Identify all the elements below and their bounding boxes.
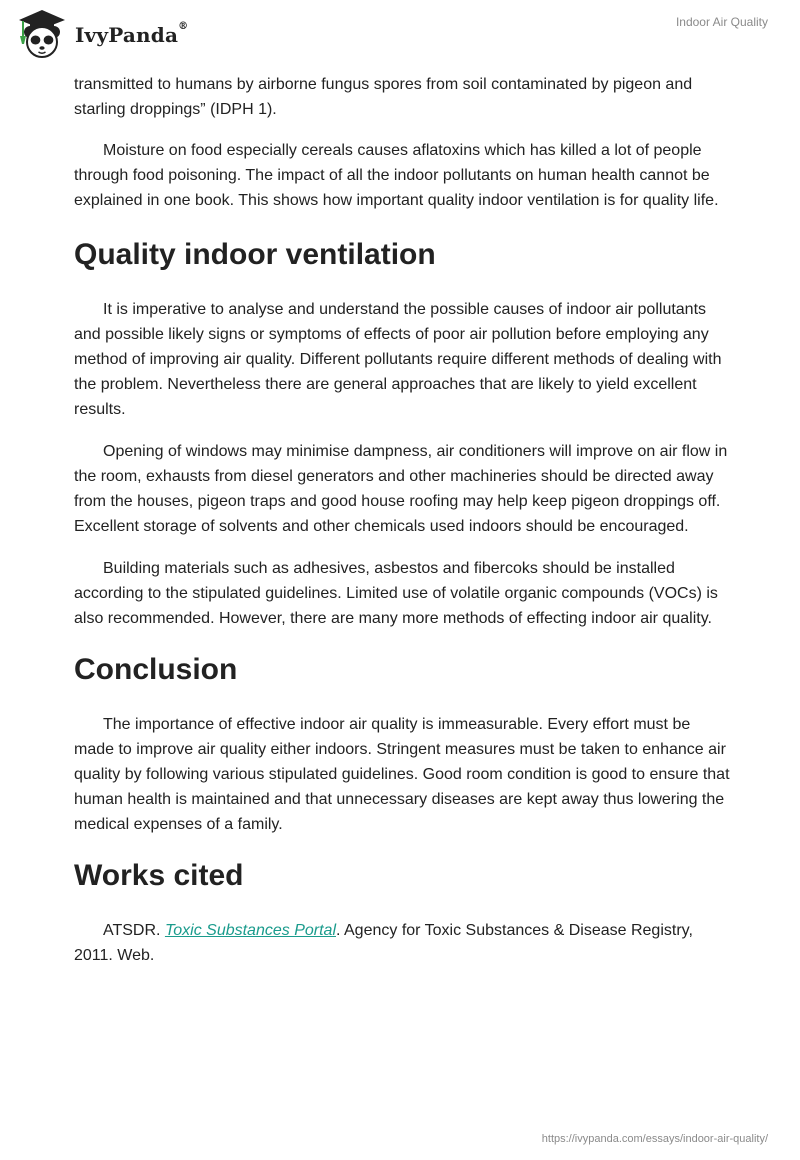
footer-url[interactable]: https://ivypanda.com/essays/indoor-air-quality/	[541, 1133, 768, 1145]
logo-wordmark	[75, 23, 188, 47]
running-title: Indoor Air Quality	[675, 15, 768, 29]
ivypanda-logo[interactable]	[15, 8, 188, 60]
paragraph-continuation: transmitted to humans by airborne fungus spores from soil contaminated by pigeon and starling droppings” (IDPH 1).	[74, 76, 693, 118]
page-header	[0, 0, 800, 70]
section-heading-conclusion: Conclusion	[74, 653, 238, 686]
citation-link[interactable]: Toxic Substances Portal	[164, 922, 336, 939]
paragraph: Moisture on food especially cereals causes aflatoxins which has killed a lot of people through food poisoning. The impact of all the indoor pollutants on human health cannot be explained in one book. This shows how important quality indoor ventilation is for quality life.	[74, 142, 719, 209]
citation-details: . Agency for Toxic Substances & Disease Registry, 2011. Web.	[74, 922, 693, 964]
panda-graduate-icon	[15, 8, 69, 60]
paragraph: Building materials such as adhesives, asbestos and fibercoks should be installed according to the stipulated guidelines. Limited use of volatile organic compounds (VOCs) is also recommended. However, there are many more methods of effecting indoor air quality.	[74, 560, 718, 627]
citation-entry	[74, 918, 734, 968]
section-heading-works-cited: Works cited	[74, 859, 244, 892]
paragraph: Opening of windows may minimise dampness, air conditioners will improve on air flow in the room, exhausts from diesel generators and other machineries should be directed away from the houses, pigeon traps and good house roofing may help keep pigeon droppings off. Excellent storage of solvents and other chemicals used indoors should be encouraged.	[74, 443, 728, 535]
logo-text: IvyPanda	[75, 23, 179, 47]
paragraph: It is imperative to analyse and understand the possible causes of indoor air pollutants and possible likely signs or symptoms of effects of poor air pollution before employing any method of improving air quality. Different pollutants require different methods of dealing with the problem. Nevertheless there are general approaches that are likely to yield excellent results.	[74, 301, 722, 418]
essay-body	[74, 72, 734, 985]
citation-author: ATSDR.	[103, 922, 165, 939]
registered-mark: ®	[178, 21, 189, 32]
section-heading-ventilation: Quality indoor ventilation	[74, 238, 436, 271]
paragraph: The importance of effective indoor air quality is immeasurable. Every effort must be made to improve air quality either indoors. Stringent measures must be taken to enhance air quality by following various stipulated guidelines. Good room condition is good to ensure that human health is maintained and that unnecessary diseases are kept away thus lowering the medical expenses of a family.	[74, 716, 730, 833]
